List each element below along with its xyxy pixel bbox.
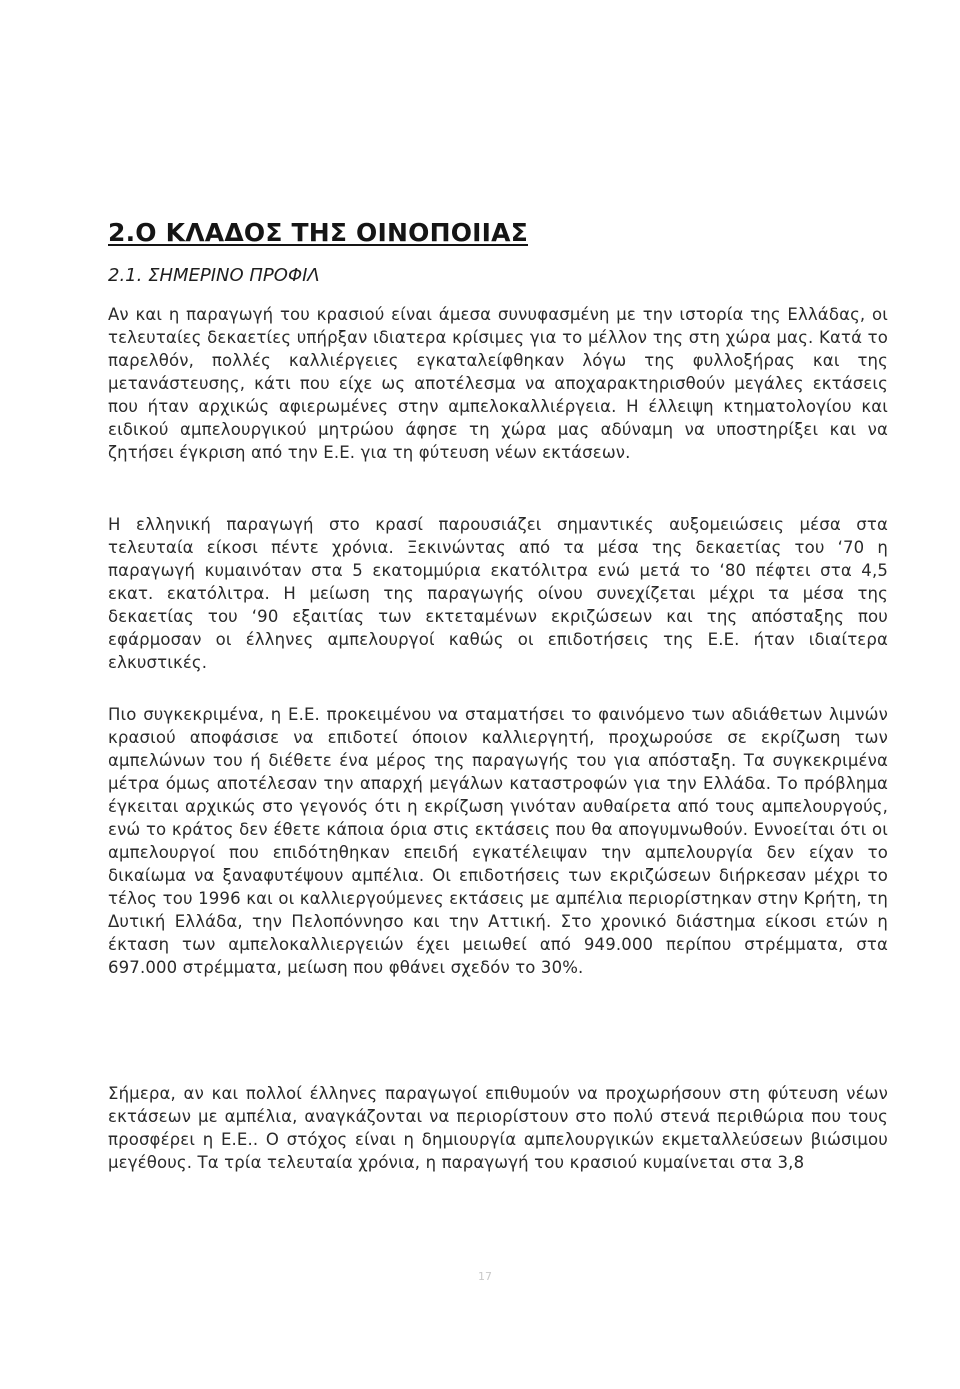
paragraph-production-trends: Η ελληνική παραγωγή στο κρασί παρουσιάζει σημαντικές αυξομειώσεις μέσα στα τελευταία είκοσι πέντε χρόνια. Ξεκινώντας από τα μέσα της δεκαετίας του ‘70 η παραγωγή κυμαινόταν στα 5 εκατομμύρια εκατόλιτρα ενώ μετά το ‘80 πέφτει στα 4,5 εκατ. εκατόλιτρα. Η μείωση της παραγωγής οίνου συνεχίζεται μέχρι τα μέσα της δεκαετίας του ‘90 εξαιτίας των εκτεταμένων εκριζώσεων και της απόσταξης που εφάρμοσαν οι έλληνες αμπελουργοί καθώς οι επιδοτήσεις της Ε.Ε. ήταν ιδιαίτερα ελκυστικές. — [108, 515, 888, 672]
paragraph-today: Σήμερα, αν και πολλοί έλληνες παραγωγοί επιθυμούν να προχωρήσουν στη φύτευση νέων εκτάσεων με αμπέλια, αναγκάζονται να περιορίστουν στο πολύ στενά περιθώρια που τους προσφέρει η Ε.Ε.. Ο στόχος είναι η δημιουργία αμπελουργικών εκμεταλλεύσεων βιώσιμου μεγέθους. Τα τρία τελευταία χρόνια, η παραγωγή του κρασιού κυμαίνεται στα 3,8 — [108, 1084, 888, 1172]
page-number: 17 — [478, 1270, 492, 1283]
paragraph-eu-subsidies: Πιο συγκεκριμένα, η Ε.Ε. προκειμένου να σταματήσει το φαινόμενο των αδιάθετων λιμνών κρασιού αποφάσισε να επιδοτεί όποιον καλλιεργητή, προχωρούσε σε εκρίζωση των αμπελώνων του ή διέθετε ένα μέρος της παραγωγής του για απόσταξη. Τα συγκεκριμένα μέτρα όμως αποτέλεσαν την απαρχή μεγάλων καταστροφών για την Ελλάδα. Το πρόβλημα έγκειται αρχικώς στο γεγονός ότι η εκρίζωση γινόταν αυθαίρετα από τους αμπελουργούς, ενώ το κράτος δεν έθετε κάποια όρια στις εκτάσεις που θα απογυμνωθούν. Εννοείται ότι οι αμπελουργοί που επιδότηθηκαν επειδή εγκατέλειψαν την αμπελουργία δεν είχαν το δικαίωμα να ξαναφυτέψουν αμπέλια. Οι επιδοτήσεις των εκριζώσεων διήρκεσαν μέχρι το τέλος του 1996 και οι καλλιεργούμενες εκτάσεις με αμπέλια περιορίστηκαν στην Κρήτη, τη Δυτική Ελλάδα, την Πελοπόννησο και την Αττική. Στο χρονικό διάστημα είκοσι ετών η έκταση των αμπελοκαλλιεργειών έχει μειωθεί από 949.000 περίπου στρέμματα, στα 697.000 στρέμματα, μείωση που φθάνει σχεδόν το 30%. — [108, 705, 888, 977]
paragraph-history: Αν και η παραγωγή του κρασιού είναι άμεσα συνυφασμένη με την ιστορία της Ελλάδας, οι τελευταίες δεκαετίες υπήρξαν ιδιατερα κρίσιμες για το μέλλον της στη χώρα μας. Κατά το παρελθόν, πολλές καλλιέργειες εγκαταλείφθηκαν λόγω της φυλλοξήρας και της μετανάστευσης, κάτι που είχε ως αποτέλεσμα να αποχαρακτηρισθούν μεγάλες εκτάσεις που ήταν αρχικώς αφιερωμένες στην αμπελοκαλλιέργεια. Η έλλειψη κτηματολογίου και ειδικού αμπελουργικού μητρώου άφησε τη χώρα μας αδύναμη να υποστηρίξει και να ζητήσει έγκριση από την Ε.Ε. για τη φύτευση νέων εκτάσεων. — [108, 305, 888, 462]
section-title: 2.1. ΣΗΜΕΡΙΝΟ ΠΡΟΦΙΛ — [108, 265, 320, 286]
chapter-title: 2.Ο ΚΛΑΔΟΣ ΤΗΣ ΟΙΝΟΠΟΙΙΑΣ — [108, 218, 528, 247]
